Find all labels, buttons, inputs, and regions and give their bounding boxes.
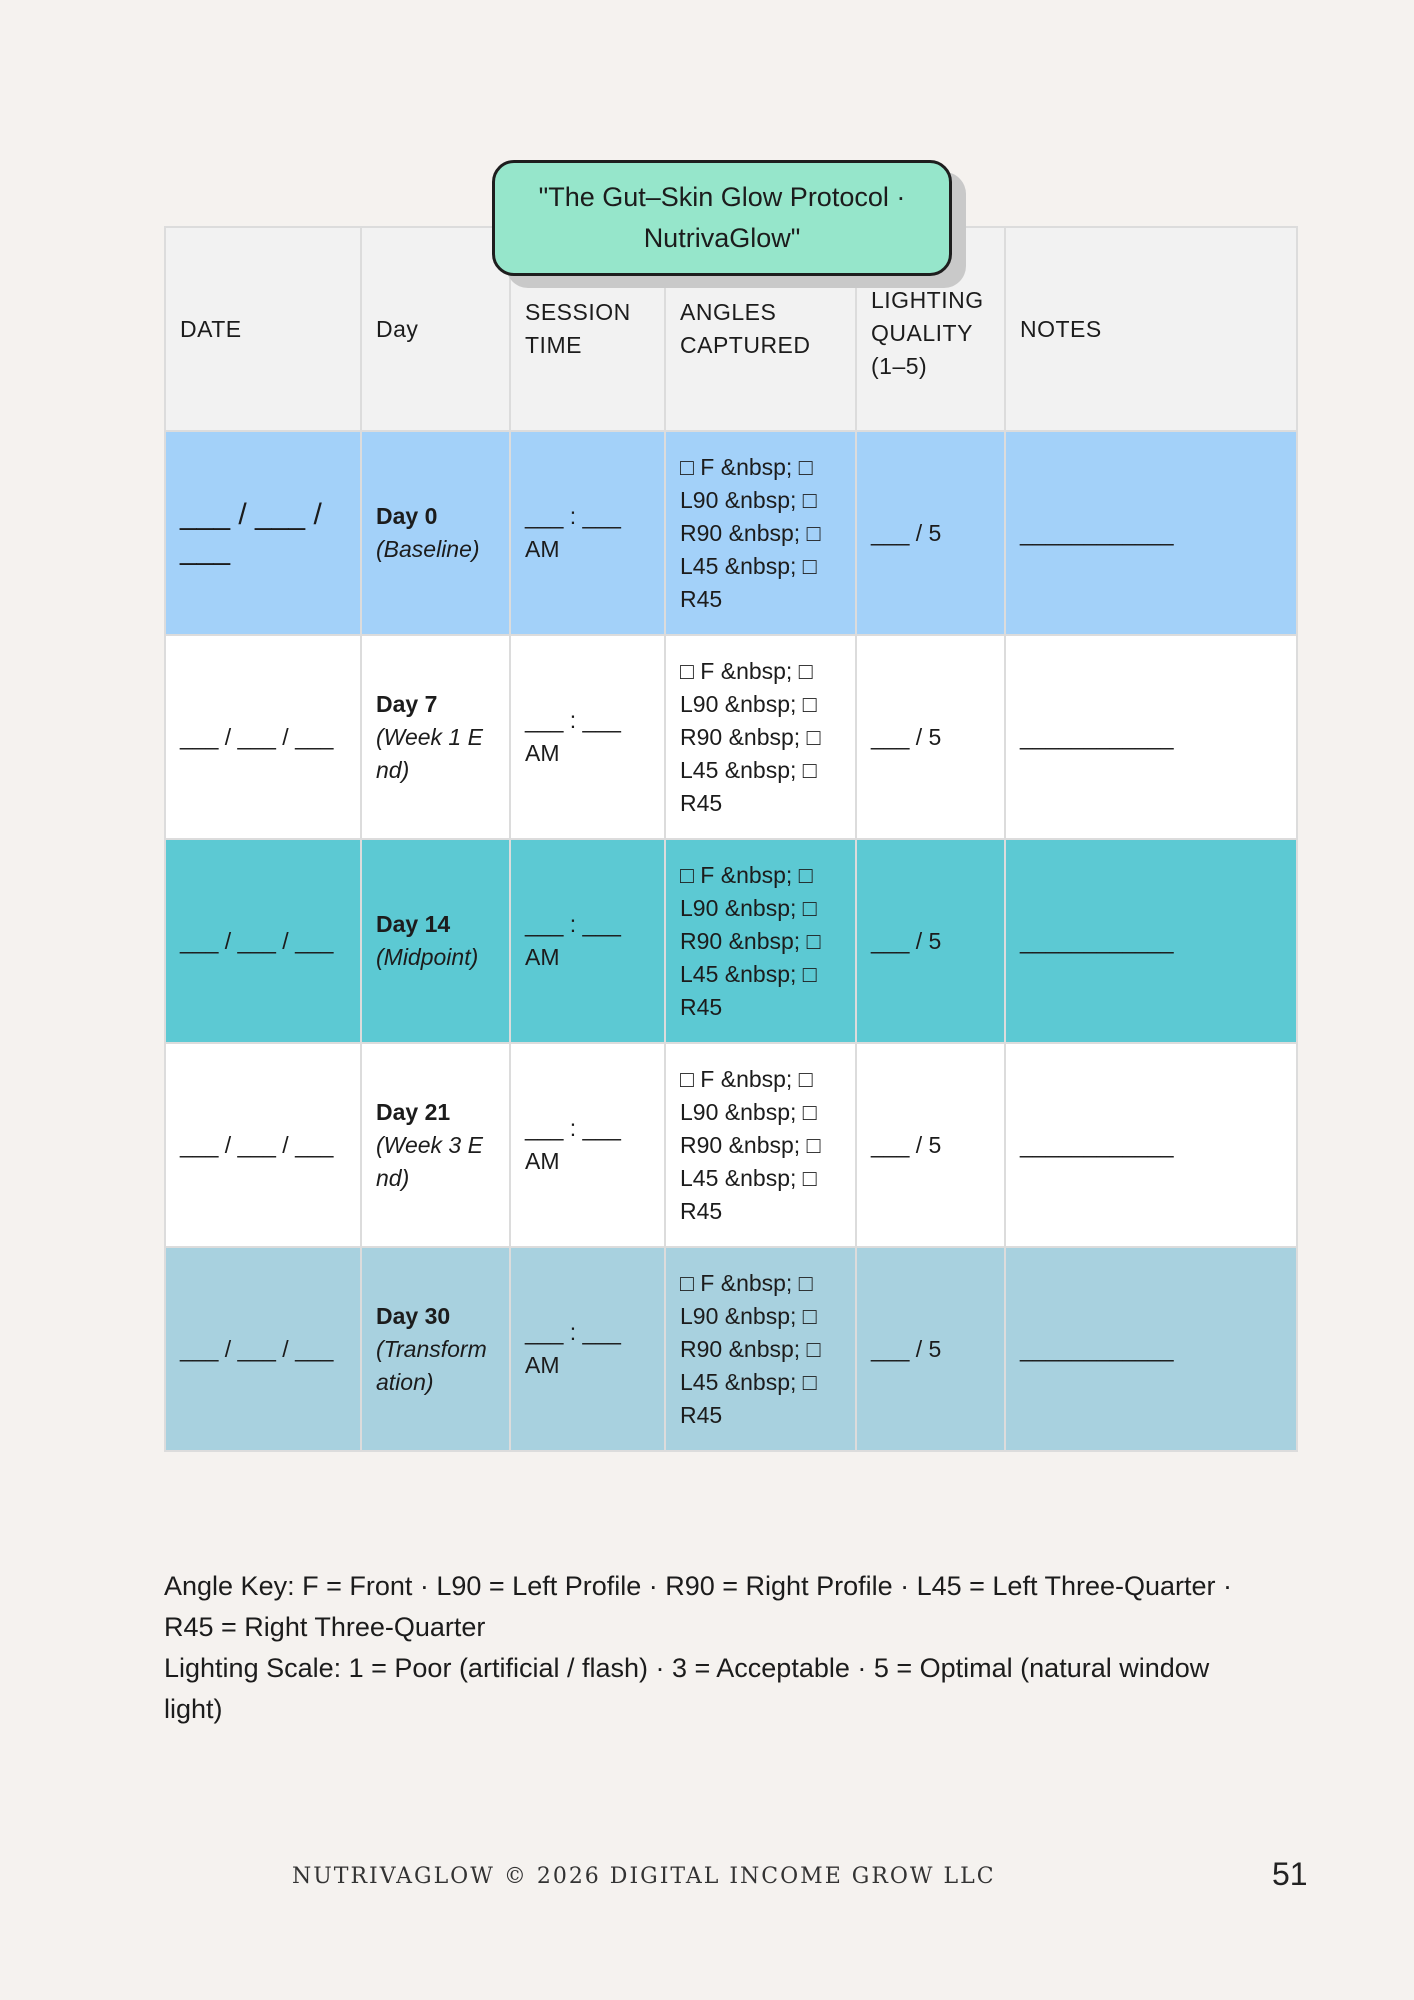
legend-key (164, 1566, 1264, 1730)
footer-copyright: NUTRIVAGLOW © 2026 DIGITAL INCOME GROW LLC (292, 1864, 996, 1889)
day-sublabel: (Midpoint) (376, 944, 479, 970)
day-sublabel: (Week 1 End) (376, 723, 483, 783)
day-cell (361, 839, 510, 1043)
day-label: Day 0 (376, 503, 438, 529)
header-angles-captured: ANGLES CAPTURED (665, 227, 856, 431)
date-cell[interactable] (165, 431, 361, 635)
day-cell (361, 1043, 510, 1247)
day-cell (361, 635, 510, 839)
lighting-scale-text: Lighting Scale: 1 = Poor (artificial / flash) · 3 = Acceptable · 5 = Optimal (natural window light) (164, 1653, 1210, 1724)
session-time-cell[interactable]: ___ : ___ AM (510, 1247, 665, 1451)
session-time-cell[interactable]: ___ : ___ AM (510, 839, 665, 1043)
table-row (165, 1043, 1297, 1247)
lighting-cell[interactable]: ___ / 5 (856, 1247, 1005, 1451)
day-label: Day 7 (376, 690, 438, 717)
header-date: DATE (165, 227, 361, 431)
day-sublabel: (Baseline) (376, 536, 480, 562)
day-label: Day 21 (376, 1098, 451, 1125)
title-text: "The Gut–Skin Glow Protocol · NutrivaGlow" (538, 182, 906, 253)
header-session-time: SESSION TIME (510, 227, 665, 431)
lighting-cell[interactable]: ___ / 5 (856, 431, 1005, 635)
angles-cell[interactable]: □ F &nbsp; □ L90 &nbsp; □ R90 &nbsp; □ L45 &nbsp; □ R45 (665, 839, 856, 1043)
date-cell[interactable]: ___ / ___ / ___ (165, 635, 361, 839)
angles-cell[interactable]: □ F &nbsp; □ L90 &nbsp; □ R90 &nbsp; □ L45 &nbsp; □ R45 (665, 635, 856, 839)
day-cell (361, 431, 510, 635)
page-number: 51 (1272, 1856, 1308, 1892)
day-sublabel: (Week 3 End) (376, 1131, 483, 1191)
header-lighting-quality-text: LIGHTING QUALITY (1–5) (871, 286, 984, 379)
table-row (165, 431, 1297, 635)
day-sublabel: (Transformation) (376, 1335, 487, 1395)
angle-key-text: Angle Key: F = Front · L90 = Left Profile · R90 = Right Profile · L45 = Left Three-Quarter · R45 = Right Three-Quarter (164, 1571, 1233, 1642)
table-row (165, 839, 1297, 1043)
day-label: Day 14 (376, 911, 451, 937)
day-label: Day 30 (376, 1302, 451, 1329)
tracking-table-container (164, 226, 1296, 1452)
notes-cell[interactable]: ____________ (1005, 1043, 1297, 1247)
session-time-cell[interactable]: ___ : ___ AM (510, 635, 665, 839)
table-row (165, 635, 1297, 839)
session-time-cell[interactable]: ___ : ___ AM (510, 431, 665, 635)
notes-cell[interactable]: ____________ (1005, 431, 1297, 635)
photo-tracking-table (164, 226, 1298, 1452)
title-badge (492, 160, 952, 276)
lighting-cell[interactable]: ___ / 5 (856, 839, 1005, 1043)
lighting-cell[interactable]: ___ / 5 (856, 1043, 1005, 1247)
angles-cell[interactable]: □ F &nbsp; □ L90 &nbsp; □ R90 &nbsp; □ L45 &nbsp; □ R45 (665, 1247, 856, 1451)
date-cell[interactable]: ___ / ___ / ___ (165, 1247, 361, 1451)
notes-cell[interactable]: ____________ (1005, 635, 1297, 839)
header-notes: NOTES (1005, 227, 1297, 431)
date-cell[interactable]: ___ / ___ / ___ (165, 839, 361, 1043)
angles-cell[interactable]: □ F &nbsp; □ L90 &nbsp; □ R90 &nbsp; □ L45 &nbsp; □ R45 (665, 1043, 856, 1247)
angles-cell[interactable]: □ F &nbsp; □ L90 &nbsp; □ R90 &nbsp; □ L45 &nbsp; □ R45 (665, 431, 856, 635)
date-blank: ___ / ___ / ___ (180, 498, 322, 566)
lighting-cell[interactable]: ___ / 5 (856, 635, 1005, 839)
table-row (165, 1247, 1297, 1451)
notes-cell[interactable]: ____________ (1005, 839, 1297, 1043)
date-cell[interactable]: ___ / ___ / ___ (165, 1043, 361, 1247)
session-time-cell[interactable]: ___ : ___ AM (510, 1043, 665, 1247)
notes-cell[interactable]: ____________ (1005, 1247, 1297, 1451)
day-cell (361, 1247, 510, 1451)
header-day: Day (361, 227, 510, 431)
